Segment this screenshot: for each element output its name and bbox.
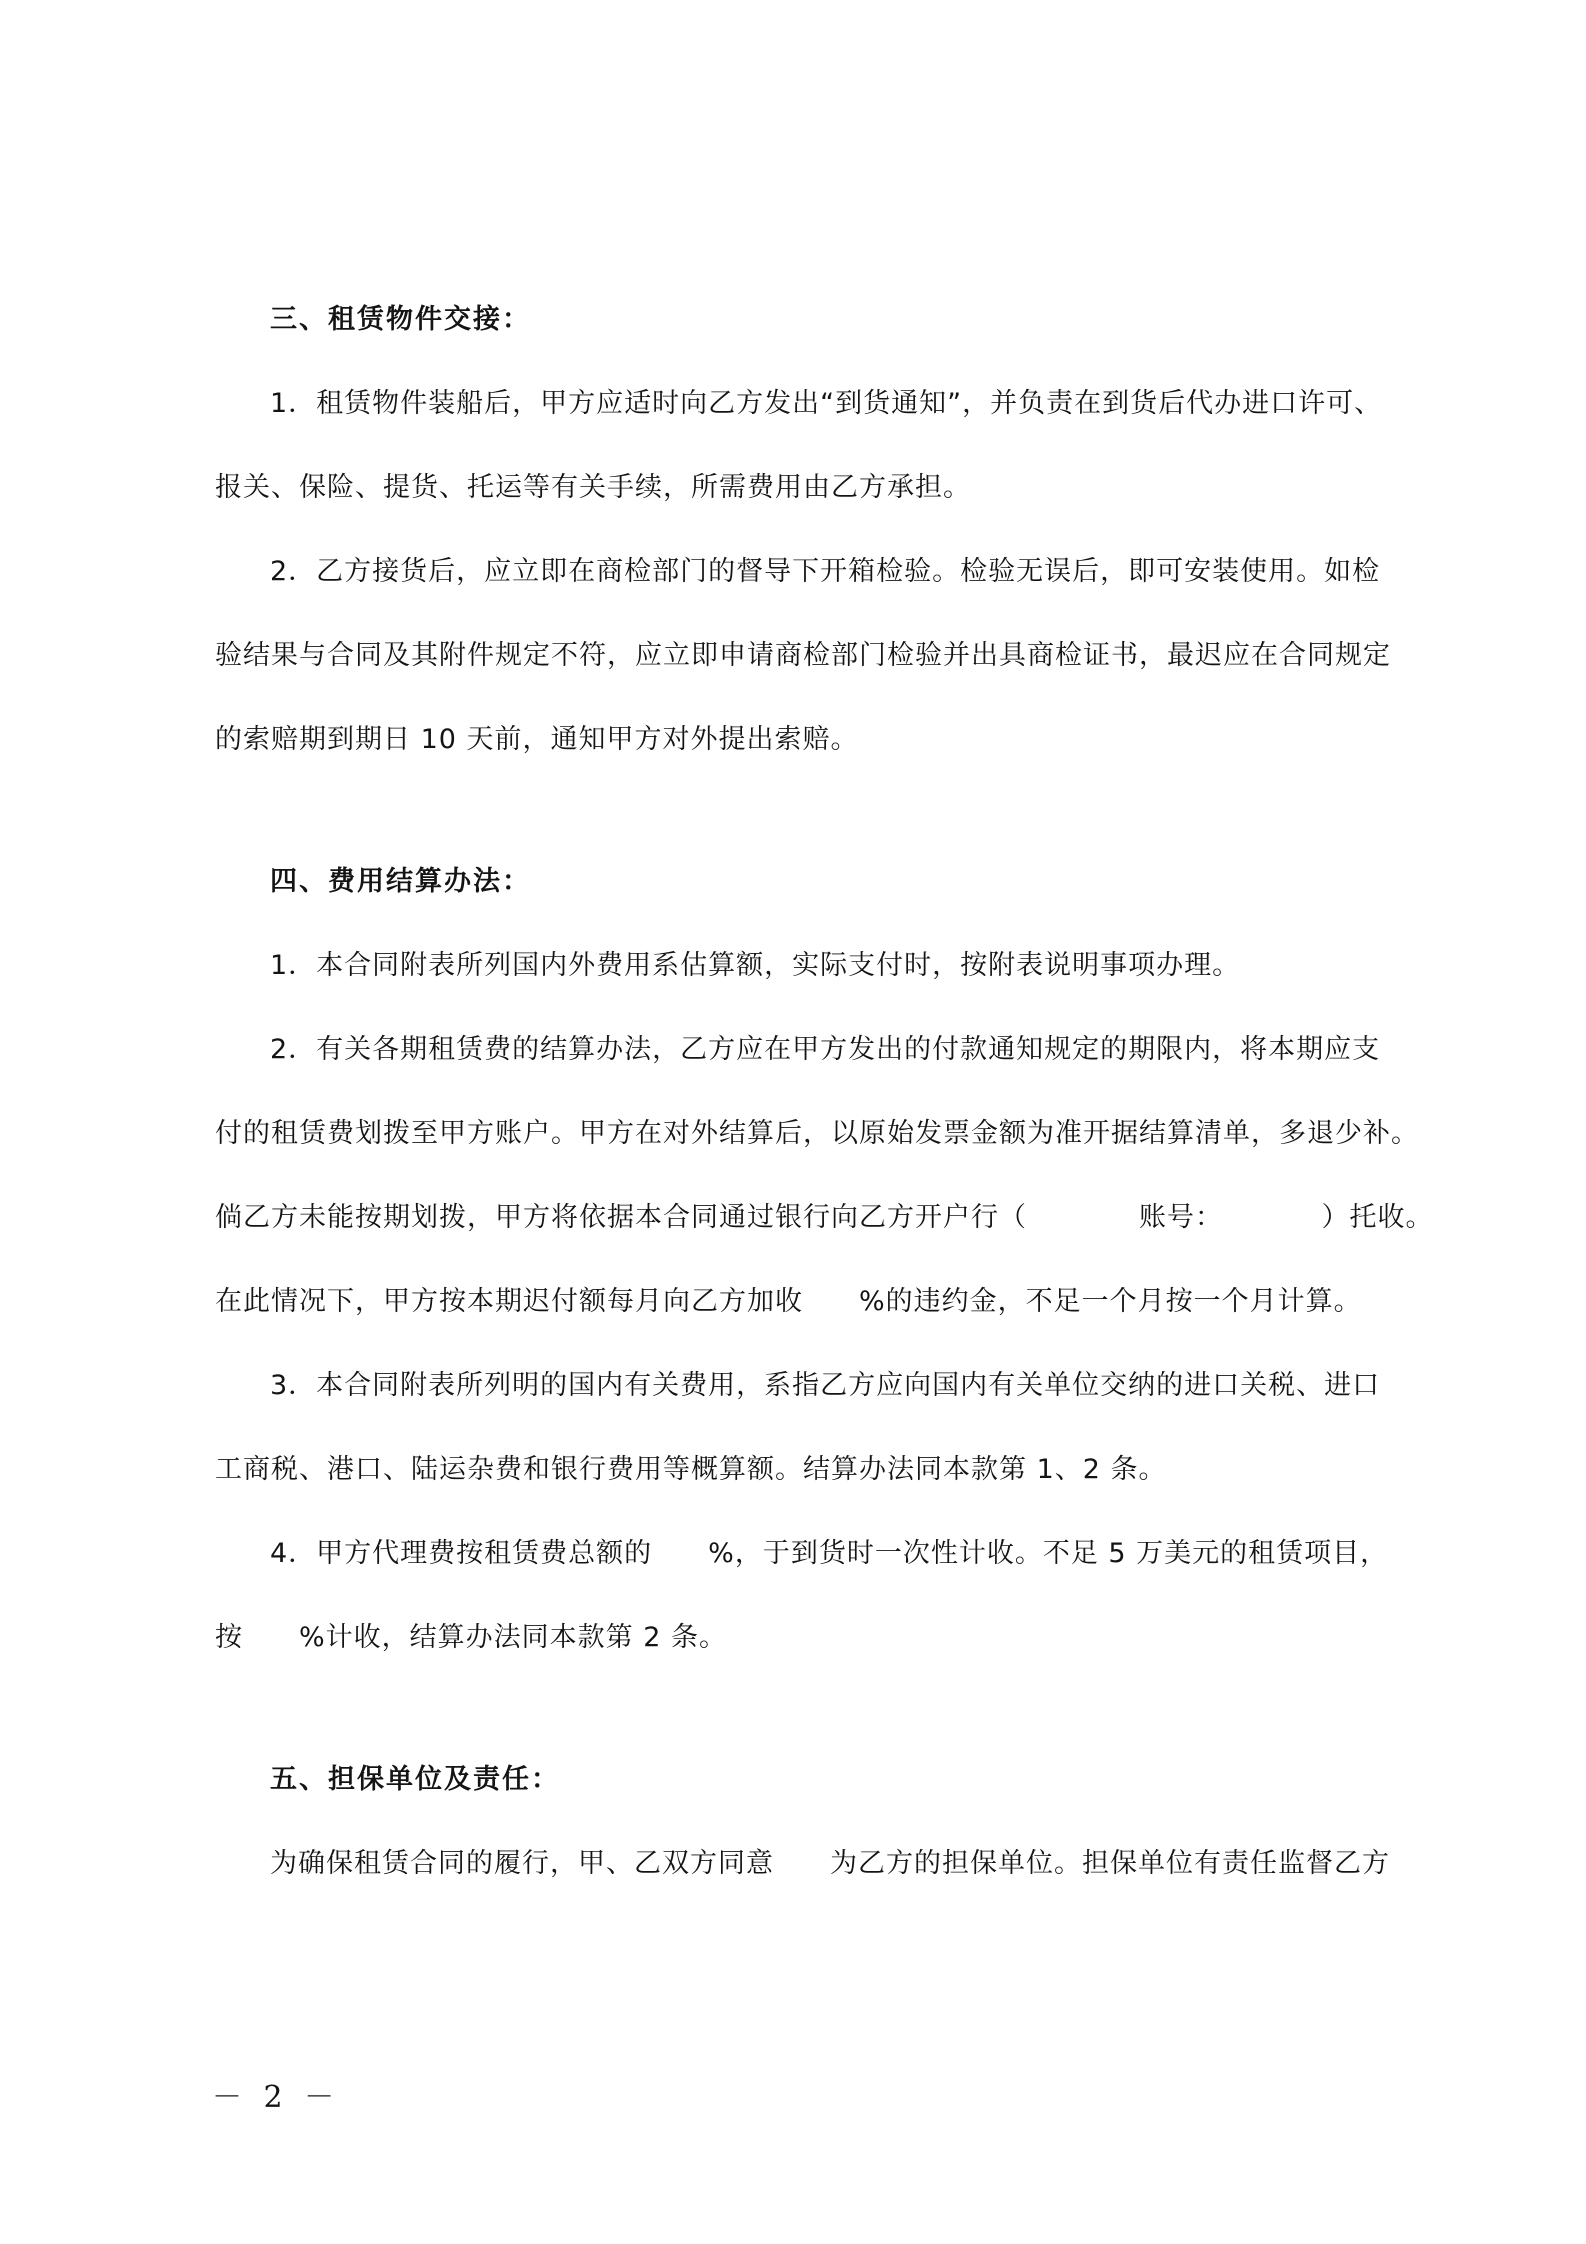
section-3-heading: 三、租赁物件交接： (270, 304, 531, 335)
section-4-line-3: 付的租赁费划拨至甲方账户。甲方在对外结算后，以原始发票金额为准开据结算清单，多退少补。 (215, 1118, 1419, 1149)
section-4-line-1: 1．本合同附表所列国内外费用系估算额，实际支付时，按附表说明事项办理。 (270, 950, 1241, 981)
section-3-line-1: 1．租赁物件装船后，甲方应适时向乙方发出“到货通知”，并负责在到货后代办进口许可、 (270, 388, 1383, 419)
section-4-line-7: 工商税、港口、陆运杂费和银行费用等概算额。结算办法同本款第 1、2 条。 (215, 1454, 1167, 1485)
section-4-line-6: 3．本合同附表所列明的国内有关费用，系指乙方应向国内有关单位交纳的进口关税、进口 (270, 1370, 1381, 1401)
section-4-heading: 四、费用结算办法： (270, 866, 531, 897)
section-5-line-1: 为确保租赁合同的履行，甲、乙双方同意 为乙方的担保单位。担保单位有责任监督乙方 (270, 1848, 1390, 1879)
section-4-line-2: 2．有关各期租赁费的结算办法，乙方应在甲方发出的付款通知规定的期限内，将本期应支 (270, 1034, 1381, 1065)
section-4-line-5: 在此情况下，甲方按本期迟付额每月向乙方加收 %的违约金，不足一个月按一个月计算。 (215, 1286, 1362, 1317)
section-3-line-2: 报关、保险、提货、托运等有关手续，所需费用由乙方承担。 (215, 472, 971, 503)
page-number: － 2 － (212, 2080, 341, 2115)
section-4-line-4: 倘乙方未能按期划拨，甲方将依据本合同通过银行向乙方开户行（ 账号： ）托收。 (215, 1202, 1434, 1233)
section-4-line-9: 按 %计收，结算办法同本款第 2 条。 (215, 1622, 727, 1653)
section-3-line-4: 验结果与合同及其附件规定不符，应立即申请商检部门检验并出具商检证书，最迟应在合同规定 (215, 640, 1391, 671)
section-3-line-5: 的索赔期到期日 10 天前，通知甲方对外提出索赔。 (215, 724, 859, 755)
section-4-line-8: 4．甲方代理费按租赁费总额的 %，于到货时一次性计收。不足 5 万美元的租赁项目， (270, 1538, 1389, 1569)
section-3-line-3: 2．乙方接货后，应立即在商检部门的督导下开箱检验。检验无误后，即可安装使用。如检 (270, 556, 1381, 587)
section-5-heading: 五、担保单位及责任： (270, 1764, 560, 1795)
